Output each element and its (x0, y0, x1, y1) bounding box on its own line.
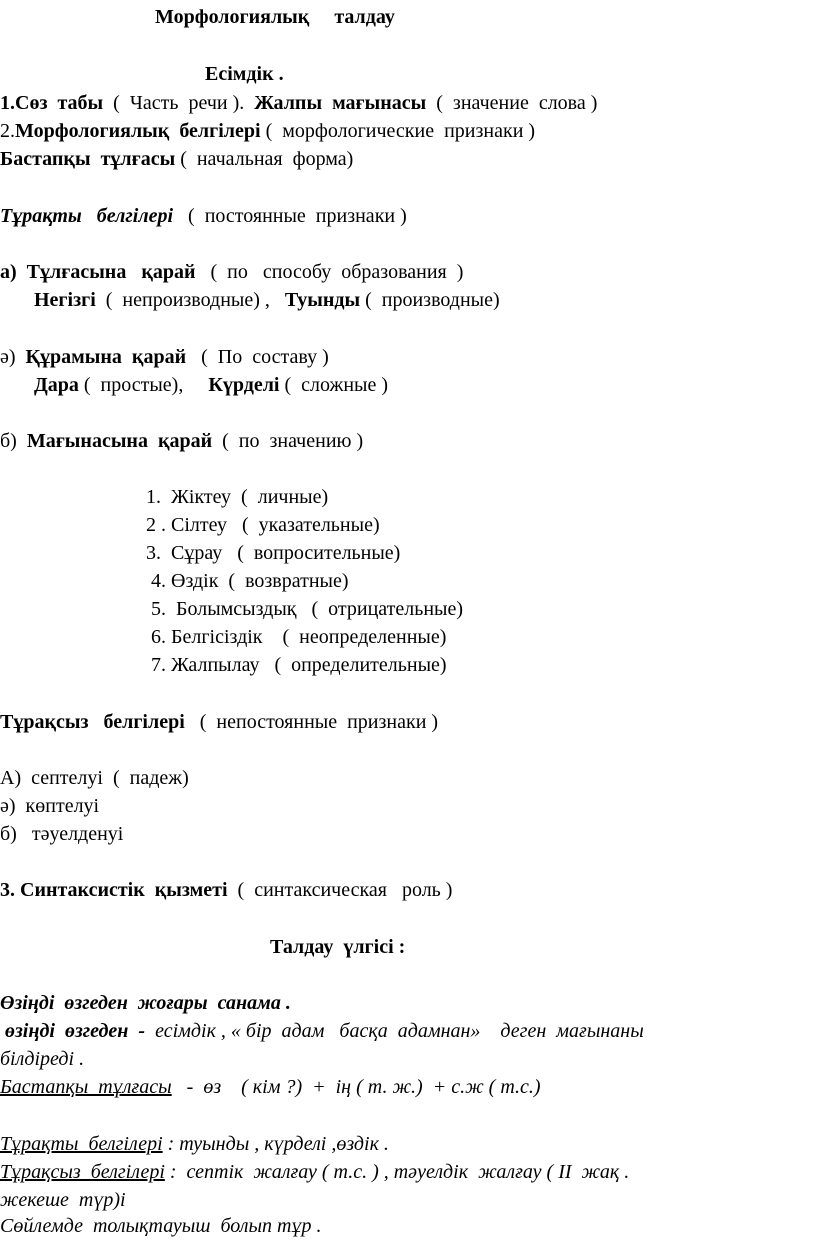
term-bold: Күрделі (208, 374, 280, 396)
term-translation: ( простые), (78, 374, 209, 396)
term-bold: Негізгі (34, 289, 96, 311)
term-translation: ( синтаксическая роль ) (227, 879, 453, 901)
term-italic: - өз ( кім ?) + ің ( т. ж.) + с.ж ( т.с.) (171, 1076, 541, 1098)
term-bold-italic: өзіңді өзгеден - (0, 1020, 146, 1042)
term-bold: Құрамына қарай (25, 346, 187, 368)
sample-line-2 (0, 1074, 541, 1100)
variable-heading (0, 709, 438, 735)
list-item: 5. Болымсыздық ( отрицательные) (151, 598, 464, 620)
list-item: 2 . Сілтеу ( указательные) (146, 514, 380, 536)
sample-line-5: Сөйлемде толықтауыш болып тұр . (0, 1215, 322, 1237)
constant-a-sub (34, 287, 500, 313)
constant-ae-line (0, 344, 329, 370)
term-translation: ( Часть речи ). (103, 92, 255, 114)
number-label: 2. (0, 120, 15, 142)
page-subtitle: Есімдік . (205, 63, 284, 85)
term-translation: ( По составу ) (186, 346, 329, 368)
term-translation: ( постоянные признаки ) (173, 205, 407, 227)
term-italic: есімдік , « бір адам басқа адамнан» деген мағынаны (145, 1020, 644, 1042)
term-translation: ( морфологические признаки ) (260, 120, 536, 142)
term-bold: Тұлғасына қарай (26, 261, 196, 283)
constant-a-line (0, 259, 463, 285)
term-bold: Мағынасына қарай (26, 430, 213, 452)
term-translation: ( значение слова ) (426, 92, 598, 114)
item-label: ә) (0, 346, 26, 368)
term-bold: Тұрақсыз белгілері (0, 711, 185, 733)
term-translation: ( непостоянные признаки ) (184, 711, 439, 733)
sample-sentence: Өзіңді өзгеден жоғары санама . (0, 992, 291, 1014)
term-translation: ( сложные ) (279, 374, 388, 396)
term-bold: Дара (34, 374, 79, 396)
sample-line-4 (0, 1159, 629, 1185)
list-item: 6. Белгісіздік ( неопределенные) (151, 626, 447, 648)
list-item: 4. Өздік ( возвратные) (151, 570, 349, 592)
syntax-line (0, 877, 452, 903)
sample-line-3 (0, 1131, 389, 1157)
term-bold: 3. Синтаксистік қызметі (0, 879, 228, 901)
term-italic-underline: Тұрақты белгілері (0, 1133, 163, 1155)
term-bold-italic: Тұрақты белгілері (0, 205, 174, 227)
sample-line-1-cont: білдіреді . (0, 1048, 85, 1070)
item-label: б) (0, 430, 27, 452)
term-translation: ( начальная форма) (175, 148, 354, 170)
term-translation: ( по значению ) (212, 430, 364, 452)
item-label: а) (0, 261, 27, 283)
term-italic: : септік жалғау ( т.с. ) , тәуелдік жалғау ( ІІ жақ . (164, 1161, 630, 1183)
list-item: 7. Жалпылау ( определительные) (151, 654, 447, 676)
term-italic: : туынды , күрделі ,өздік . (162, 1133, 389, 1155)
term-bold: Жалпы мағынасы (254, 92, 427, 114)
term-bold: Морфологиялық белгілері (15, 120, 261, 142)
list-item: 3. Сұрау ( вопросительные) (146, 542, 401, 564)
term-bold: Туынды (284, 289, 361, 311)
sample-heading: Талдау үлгісі : (270, 936, 406, 958)
page-title: Морфологиялық талдау (155, 6, 395, 28)
list-item: б) тәуелденуі (0, 823, 124, 845)
number-label: 1. (0, 92, 15, 114)
term-translation: ( производные) (360, 289, 500, 311)
sample-line-4-cont: жекеше түр)і (0, 1189, 126, 1211)
general-line-3 (0, 146, 353, 172)
constant-b-line (0, 428, 363, 454)
term-italic-underline: Бастапқы тұлғасы (0, 1076, 172, 1098)
list-item: 1. Жіктеу ( личные) (146, 486, 329, 508)
term-bold: Бастапқы тұлғасы (0, 148, 176, 170)
term-bold: Сөз табы (15, 92, 104, 114)
general-line-1 (0, 90, 597, 116)
list-item: ә) көптелуі (0, 795, 100, 817)
term-translation: ( по способу образования ) (195, 261, 464, 283)
term-italic-underline: Тұрақсыз белгілері (0, 1161, 165, 1183)
constant-heading (0, 203, 407, 229)
list-item: А) септелуі ( падеж) (0, 767, 189, 789)
constant-ae-sub (34, 372, 388, 398)
general-line-2 (0, 118, 535, 144)
term-translation: ( непроизводные) , (95, 289, 285, 311)
sample-line-1 (0, 1018, 644, 1044)
